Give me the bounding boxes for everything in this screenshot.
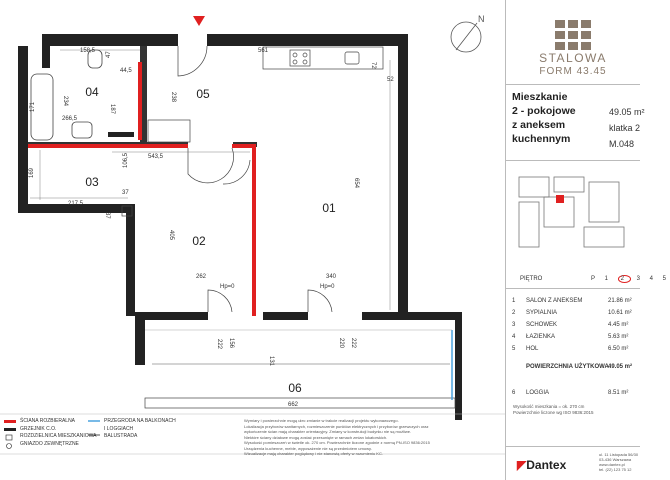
note-line: Urządzenia kuchenne, meble, wyposażenie nie są przedmiotem umowy. <box>244 445 372 451</box>
dim-label: 158,5 <box>80 48 96 54</box>
legend-item: ŚCIANA ROZBIERALNA <box>20 418 76 424</box>
dim-label: 72 <box>370 62 376 69</box>
dim-label: 169 <box>29 167 35 178</box>
floor-level: 4 <box>649 276 657 282</box>
legend-left <box>20 418 97 448</box>
dantex-logo-icon: ◤ <box>517 458 527 472</box>
room-label-02: 02 <box>192 234 206 248</box>
kitchen-counter <box>263 47 383 69</box>
dim-label: 220 <box>338 338 344 349</box>
svg-text:N: N <box>478 14 485 24</box>
building-key-plan <box>514 172 634 262</box>
note-line: Wizualizacje mają charakter poglądowy i nie stanowią oferty w rozumieniu KC. <box>244 451 383 456</box>
dimension-lines <box>30 50 390 310</box>
legend-item: GNIAZDO ZEWNĘTRZNE <box>20 440 79 447</box>
brand-logo <box>518 8 628 78</box>
dim-label: 52 <box>387 77 394 83</box>
note-line: Niektóre ściany działowe mogą zostać przesunięte w ramach zmian lokatorskich. <box>244 434 388 440</box>
floor-selector <box>591 276 670 282</box>
brand-name <box>518 52 628 78</box>
radiator-icon <box>108 132 134 137</box>
room-row: 5 HOL 6.50 m² <box>512 346 629 352</box>
room-row: 4 ŁAZIENKA 5.63 m² <box>512 334 629 340</box>
floor-level: 3 <box>636 276 644 282</box>
dim-label: 171 <box>30 101 36 112</box>
brand-logo-icon <box>553 14 593 54</box>
contact-line: 03-436 Warszawa <box>599 457 632 462</box>
radiator-legend-icon <box>4 428 16 431</box>
company-logo <box>517 458 566 472</box>
room-row: 1 SALON Z ANEKSEM 21.86 m² <box>512 298 632 304</box>
note-line: Wymiary i powierzchnie mogą ulec zmianie w trakcie realizacji projektu wykonawczego. <box>244 418 399 423</box>
dim-label: 222 <box>216 339 222 350</box>
dim-label: 340 <box>326 274 337 280</box>
title-line: 2 - pokojowe <box>512 105 576 117</box>
washbasin <box>72 122 92 138</box>
brand-title: STALOWA <box>539 51 607 65</box>
room-label-03: 03 <box>85 175 99 189</box>
outdoor-socket-legend-icon <box>7 444 12 449</box>
apartment-location-marker <box>556 195 564 203</box>
apartment-number: M.048 <box>609 139 635 149</box>
footnote-line: Powierzchnie liczone wg ISO 9836:2015 <box>513 410 594 415</box>
room-label-04: 04 <box>85 85 99 99</box>
footnote <box>513 404 594 416</box>
legend-item: ROZDZIELNICA MIESZKANIOWA <box>20 433 97 439</box>
room-row: 2 SYPIALNIA 10.61 m² <box>512 310 632 316</box>
title-line: Mieszkanie <box>512 91 568 103</box>
floor-level: 5 <box>662 276 670 282</box>
note-line: Wysokość pomieszczeń w świetle ok. 270 cm. Powierzchnie liczone zgodnie z normą PN-ISO 9836:2015 <box>244 440 430 445</box>
north-arrow-icon <box>451 14 485 52</box>
dim-label: 543,5 <box>148 154 164 160</box>
dim-label: 654 <box>353 178 359 189</box>
dim-label: 217,5 <box>68 201 84 207</box>
brand-subtitle: FORM 43.45 <box>539 66 607 77</box>
dim-label: 37 <box>122 190 129 196</box>
apartment-area: 49.05 m² <box>609 107 645 117</box>
contact-line: www.dantex.pl <box>599 462 625 467</box>
total-area-row: POWIERZCHNIA UŻYTKOWA49.05 m² <box>526 364 633 370</box>
footnote-line: Wysokość mieszkania = ok. 270 cm <box>513 404 585 409</box>
dim-label: 222 <box>350 338 356 349</box>
loggia-area <box>145 330 455 408</box>
legend-item: I LOGGIACH <box>104 425 134 432</box>
dim-label: 37 <box>104 212 110 219</box>
apartment-staircase: klatka 2 <box>609 123 641 133</box>
legend-item: PRZEGRODA NA BALKONACH <box>104 418 176 424</box>
loggia-row: 6 LOGGIA 8.51 m² <box>512 390 629 396</box>
title-line: kuchennym <box>512 133 571 145</box>
floor-level: P <box>591 276 599 282</box>
apartment-meta <box>609 104 645 152</box>
entrance-marker-icon <box>193 16 205 26</box>
dim-label: 131 <box>268 356 274 367</box>
floor-level: 1 <box>604 276 612 282</box>
contact-line: ul. 11 Listopada 56/30 <box>599 452 639 457</box>
dim-label: 561 <box>258 48 269 54</box>
apartment-title <box>512 90 602 146</box>
company-contact <box>599 452 638 472</box>
wardrobe <box>148 120 190 142</box>
contact-line: tel. (22) 123 75 12 <box>599 467 632 472</box>
room-row: 3 SCHOWEK 4.45 m² <box>512 322 629 328</box>
dim-label: 238 <box>170 92 176 103</box>
dim-label: 266,5 <box>62 116 78 122</box>
room-label-06: 06 <box>288 381 302 395</box>
legend-right <box>104 418 176 441</box>
dim-label: 405 <box>168 230 174 241</box>
note-line: wykończenie ścian mają charakter orientacyjny. Zmiany w konstrukcji budynku nie są możliwe. <box>244 429 412 434</box>
dim-label: 262 <box>196 274 207 280</box>
dim-label: 156 <box>228 338 234 349</box>
dim-label: 187 <box>109 104 115 115</box>
note-line: Lokalizacja przyborów sanitarnych, rozmieszczenie punktów elektrycznych i przyborów grzewczych oraz <box>244 423 429 429</box>
dim-label: 47 <box>106 51 112 58</box>
disclaimer-notes <box>244 418 494 457</box>
demountable-wall-legend-icon <box>4 420 16 423</box>
room-label-05: 05 <box>196 87 210 101</box>
dim-label: 662 <box>288 402 299 408</box>
floor-level-selected: 2 <box>618 275 631 283</box>
dim-label: 106,5 <box>123 152 129 168</box>
floor-label: PIĘTRO <box>520 276 543 282</box>
company-name: Dantex <box>526 458 567 472</box>
dim-label: Hp=0 <box>320 284 335 290</box>
distribution-box-legend-icon <box>6 435 12 440</box>
legend-item: GRZEJNIK C.O. <box>20 425 57 432</box>
legend-item: BALUSTRADA <box>104 433 138 439</box>
room-label-01: 01 <box>322 201 336 215</box>
dim-label: Hp=0 <box>220 284 235 290</box>
dim-label: 234 <box>62 96 68 107</box>
title-line: z aneksem <box>512 119 566 131</box>
dim-label: 44,5 <box>120 68 132 74</box>
